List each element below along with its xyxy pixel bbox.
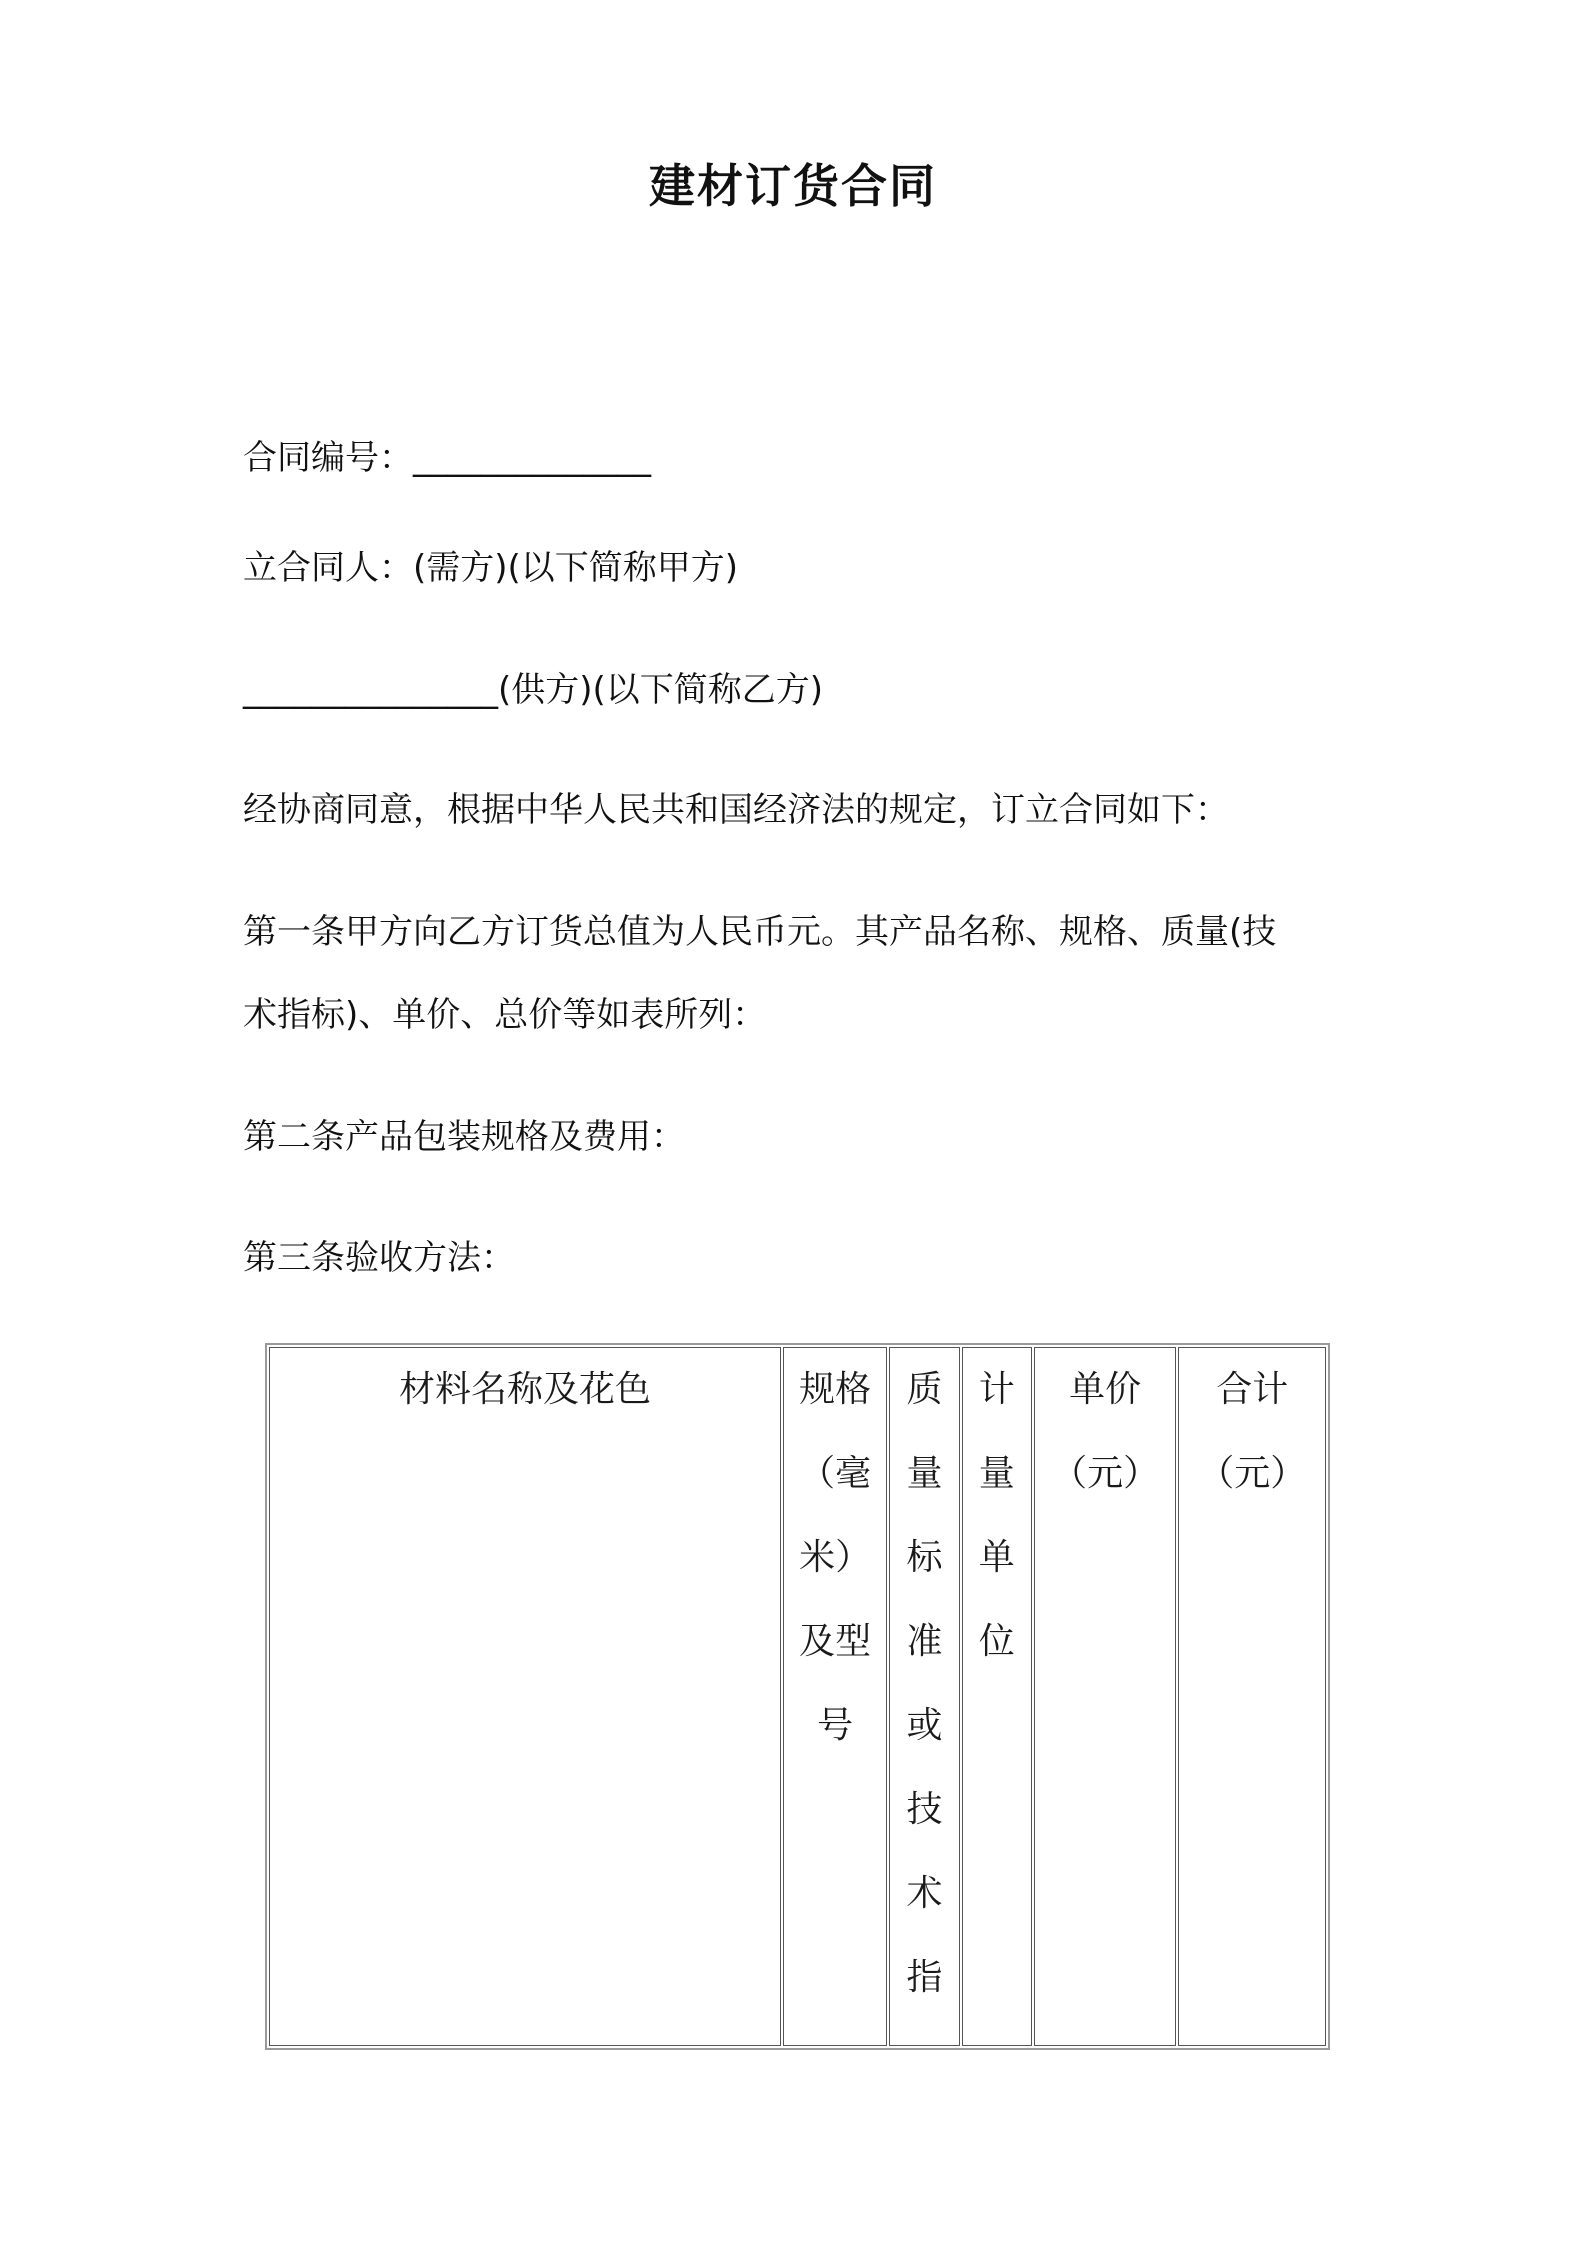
table-header-row bbox=[269, 1347, 1326, 2046]
party-b-blank: _______________ bbox=[243, 670, 498, 710]
contract-number-blank: ______________ bbox=[413, 438, 651, 478]
article-3-paragraph: 第三条验收方法： bbox=[243, 1238, 515, 1278]
product-spec-table bbox=[265, 1343, 1330, 2050]
header-quality-standard: 质量标准或技术指 bbox=[889, 1347, 959, 2046]
party-b-text: (供方)(以下简称乙方) bbox=[498, 670, 824, 710]
header-material-name: 材料名称及花色 bbox=[269, 1347, 781, 2046]
article-2-paragraph: 第二条产品包装规格及费用： bbox=[243, 1117, 685, 1157]
preamble-paragraph: 经协商同意，根据中华人民共和国经济法的规定，订立合同如下： bbox=[243, 790, 1229, 830]
contract-number-line bbox=[243, 438, 651, 478]
header-total: 合计（元） bbox=[1178, 1347, 1326, 2046]
header-unit: 计量单位 bbox=[962, 1347, 1032, 2046]
article-1-line-1: 第一条甲方向乙方订货总值为人民币元。其产品名称、规格、质量(技 bbox=[243, 912, 1277, 952]
article-1-line-2: 术指标)、单价、总价等如表所列： bbox=[243, 995, 767, 1035]
party-a-line: 立合同人：(需方)(以下简称甲方) bbox=[243, 548, 739, 588]
contract-number-label: 合同编号： bbox=[243, 438, 413, 478]
document-title: 建材订货合同 bbox=[649, 159, 937, 213]
party-b-line bbox=[243, 670, 823, 710]
header-spec-model: 规格（毫米）及型号 bbox=[783, 1347, 887, 2046]
header-unit-price: 单价（元） bbox=[1034, 1347, 1177, 2046]
